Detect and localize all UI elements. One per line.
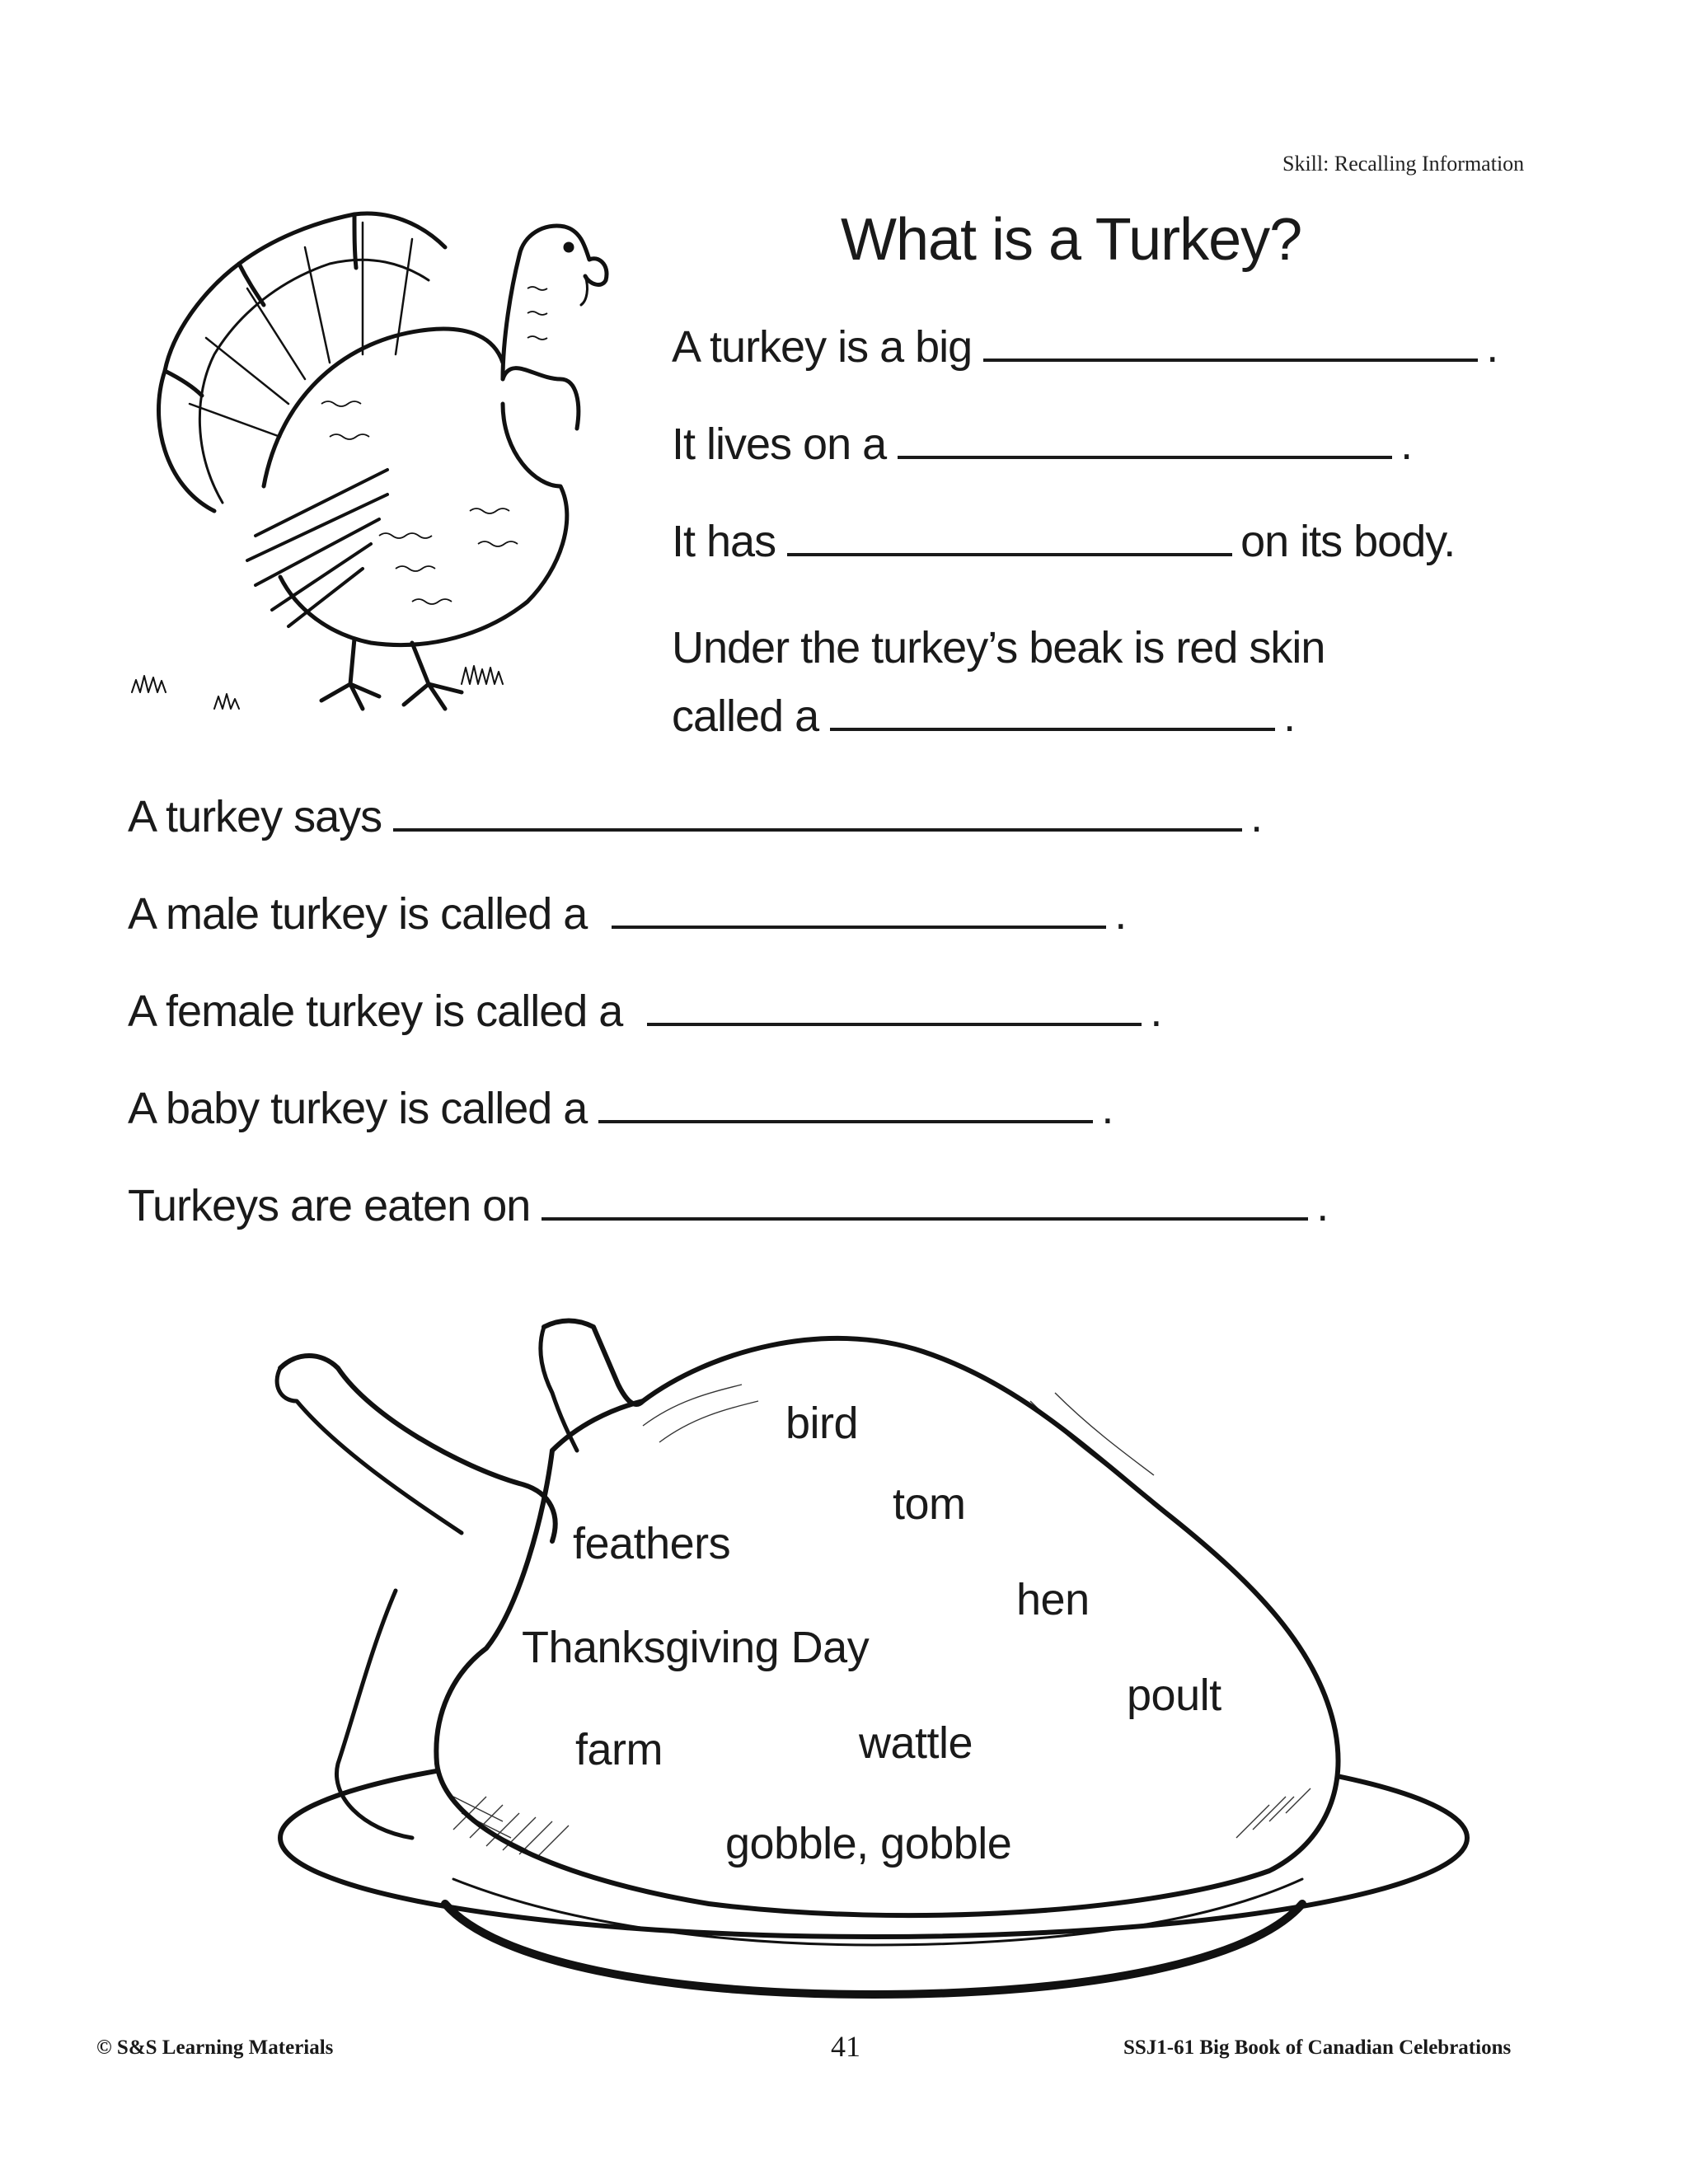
answer-blank-2[interactable]: [898, 419, 1392, 459]
question-end: .: [1486, 322, 1498, 372]
answer-blank-7[interactable]: [647, 987, 1142, 1026]
question-text: A female turkey is called a: [128, 987, 623, 1036]
page-number: 41: [831, 2030, 860, 2063]
answer-blank-1[interactable]: [983, 322, 1478, 362]
book-title-footer: SSJ1-61 Big Book of Canadian Celebrations: [1123, 2036, 1512, 2059]
question-text: A turkey is a big: [672, 322, 973, 372]
question-end: .: [1101, 1084, 1114, 1133]
word-bank-item: farm: [575, 1725, 663, 1774]
skill-label: Skill: Recalling Information: [1282, 152, 1525, 176]
answer-blank-5[interactable]: [393, 792, 1242, 832]
question-3: [672, 516, 1455, 567]
word-bank-item: gobble, gobble: [725, 1819, 1012, 1868]
question-2: [672, 419, 1412, 470]
word-bank-item: bird: [785, 1399, 859, 1448]
answer-blank-4[interactable]: [830, 691, 1275, 731]
word-bank-item: hen: [1016, 1575, 1090, 1624]
question-text: called a: [672, 691, 819, 741]
question-text: Turkeys are eaten on: [128, 1181, 531, 1230]
question-end: .: [1400, 419, 1413, 469]
question-text: Under the turkey’s beak is red skin: [672, 623, 1325, 673]
copyright-footer: © S&S Learning Materials: [96, 2036, 334, 2059]
question-text: A male turkey is called a: [128, 889, 588, 939]
question-end: .: [1114, 889, 1127, 939]
question-7: [128, 986, 1161, 1037]
turkey-drawing-icon: [115, 190, 659, 717]
question-text: It has: [672, 517, 776, 566]
question-4-line-1: [672, 622, 1325, 673]
word-bank-item: wattle: [859, 1718, 973, 1768]
question-5: [128, 791, 1262, 842]
answer-blank-8[interactable]: [598, 1084, 1093, 1123]
question-end: on its body.: [1240, 517, 1456, 566]
page-title: What is a Turkey?: [841, 207, 1302, 273]
question-8: [128, 1083, 1113, 1134]
word-bank-item: tom: [893, 1479, 966, 1529]
question-6: [128, 888, 1126, 940]
question-end: .: [1316, 1181, 1329, 1230]
answer-blank-6[interactable]: [612, 889, 1106, 929]
question-end: .: [1150, 987, 1162, 1036]
question-4-line-2: [672, 691, 1295, 742]
question-text: A turkey says: [128, 792, 382, 841]
question-1: [672, 321, 1498, 373]
question-text: It lives on a: [672, 419, 887, 469]
answer-blank-3[interactable]: [787, 517, 1232, 556]
word-bank-item: Thanksgiving Day: [522, 1623, 870, 1672]
word-bank-item: feathers: [573, 1519, 731, 1568]
question-9: [128, 1180, 1328, 1231]
question-text: A baby turkey is called a: [128, 1084, 588, 1133]
question-end: .: [1250, 792, 1263, 841]
question-end: .: [1283, 691, 1296, 741]
word-bank-item: poult: [1127, 1671, 1221, 1720]
answer-blank-9[interactable]: [542, 1181, 1308, 1221]
